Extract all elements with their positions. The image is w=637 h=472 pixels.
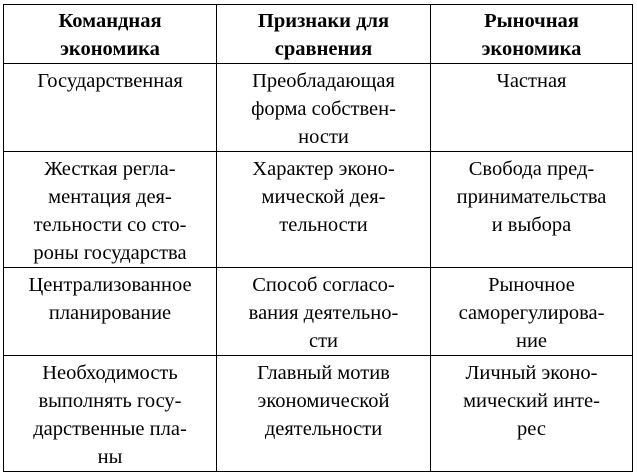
cell-criterion: Преобладающая форма собствен- ности — [217, 64, 431, 152]
cell-criterion: Главный мотив экономической деятельности — [217, 356, 431, 472]
header-command-economy: Командная экономика — [4, 5, 217, 64]
table-row — [4, 356, 633, 472]
cell-market: Частная — [431, 64, 633, 152]
table-row — [4, 152, 633, 268]
cell-criterion: Способ согласо- вания деятельно- сти — [217, 268, 431, 356]
cell-market: Личный эконо- мический инте- рес — [431, 356, 633, 472]
cell-command: Централизованное планирование — [4, 268, 217, 356]
table-header-row — [4, 5, 633, 64]
header-market-economy: Рыночная экономика — [431, 5, 633, 64]
table-row — [4, 64, 633, 152]
cell-command: Необходимость выполнять госу- дарственные пла- ны — [4, 356, 217, 472]
cell-command: Государственная — [4, 64, 217, 152]
table-row — [4, 268, 633, 356]
header-comparison-criteria: Признаки для сравнения — [217, 5, 431, 64]
cell-command: Жесткая регла- ментация дея- тельности со сто- роны государства — [4, 152, 217, 268]
cell-market: Рыночное саморегулирова- ние — [431, 268, 633, 356]
cell-market: Свобода пред- принимательства и выбора — [431, 152, 633, 268]
comparison-table — [3, 4, 633, 472]
cell-criterion: Характер эконо- мической дея- тельности — [217, 152, 431, 268]
